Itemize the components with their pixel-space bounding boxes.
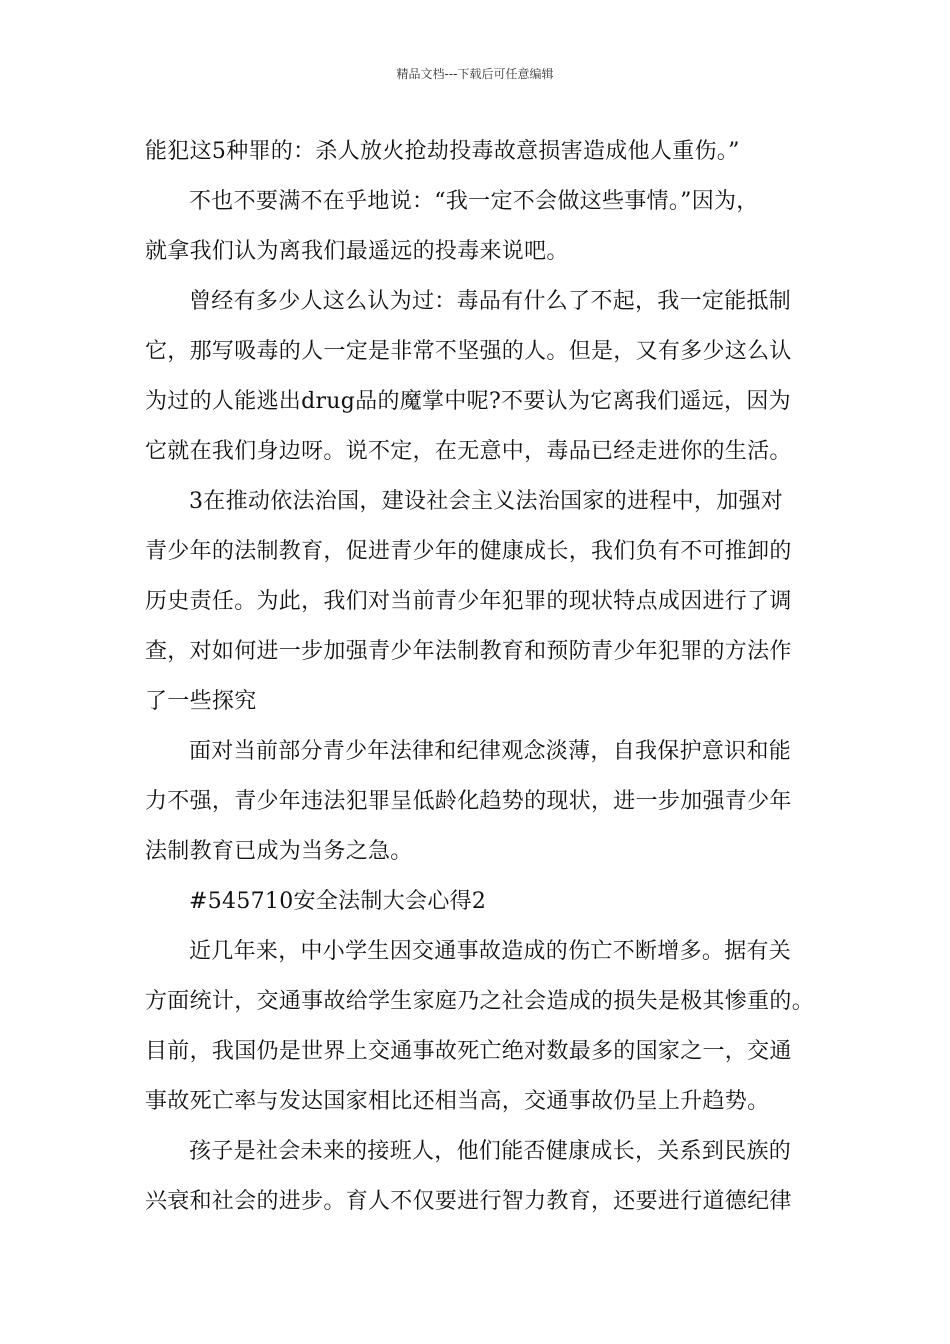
text-line: 就拿我们认为离我们最遥远的投毒来说吧。 [145,239,569,264]
text-line: 法制教育已成为当务之急。 [145,839,413,864]
text-line: 事故死亡率与发达国家相比还相当高，交通事故仍呈上升趋势。 [145,1089,770,1114]
text-line: 它就在我们身边呀。说不定，在无意中，毒品已经走进你的生活。 [145,439,792,464]
text-line: 青少年的法制教育，促进青少年的健康成长，我们负有不可推卸的 [145,539,792,564]
text-line: 3在推动依法治国，建设社会主义法治国家的进程中，加强对 [189,489,784,514]
text-line: 了一些探究 [145,689,257,714]
document-body [145,127,815,1227]
text-line: 兴衰和社会的进步。育人不仅要进行智力教育，还要进行道德纪律 [145,1189,792,1214]
section-heading: #545710安全法制大会心得2 [189,889,487,914]
text-line: 不也不要满不在乎地说：“我一定不会做这些事情。”因为， [189,189,759,214]
text-line: 方面统计，交通事故给学生家庭乃之社会造成的损失是极其惨重的。 [145,989,815,1014]
text-line: 历史责任。为此，我们对当前青少年犯罪的现状特点成因进行了调 [145,589,792,614]
text-line: 能犯这5种罪的：杀人放火抢劫投毒故意损害造成他人重伤。” [145,139,740,164]
text-line: 曾经有多少人这么认为过：毒品有什么了不起，我一定能抵制 [189,289,792,314]
text-line: 面对当前部分青少年法律和纪律观念淡薄，自我保护意识和能 [189,739,792,764]
text-line: 孩子是社会未来的接班人，他们能否健康成长，关系到民族的 [189,1139,792,1164]
text-line: 目前，我国仍是世界上交通事故死亡绝对数最多的国家之一，交通 [145,1039,792,1064]
text-line: 为过的人能逃出drug品的魔掌中呢?不要认为它离我们遥远，因为 [145,389,791,414]
text-line: 查，对如何进一步加强青少年法制教育和预防青少年犯罪的方法作 [145,639,792,664]
text-line: 它，那写吸毒的人一定是非常不坚强的人。但是，又有多少这么认 [145,339,792,364]
text-line: 力不强，青少年违法犯罪呈低龄化趋势的现状，进一步加强青少年 [145,789,792,814]
text-line: 近几年来，中小学生因交通事故造成的伤亡不断增多。据有关 [189,939,792,964]
page-header: 精品文档---下载后可任意编辑 [396,67,554,81]
